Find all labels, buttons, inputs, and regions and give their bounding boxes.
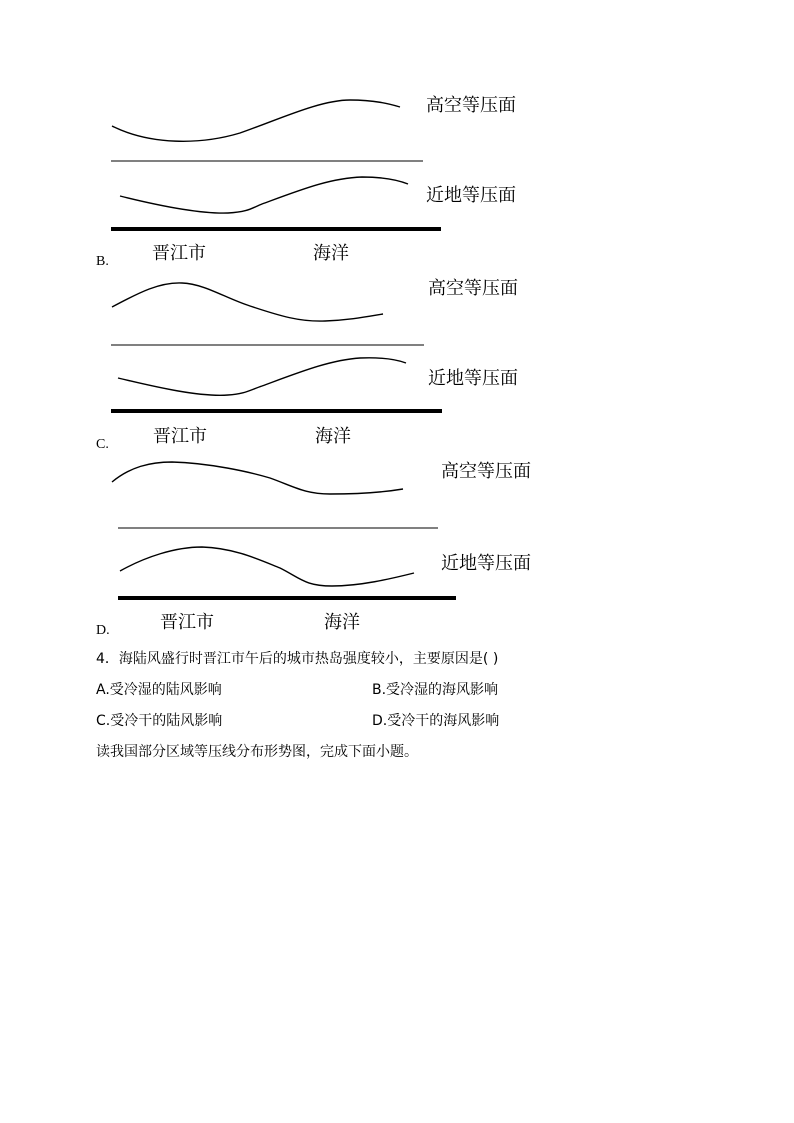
question-4-stem: 4．海陆风盛行时晋江市午后的城市热岛强度较小，主要原因是( )	[96, 651, 499, 667]
diagram-c-ocean-label: 海洋	[324, 612, 360, 633]
diagram-b-upper-isobar	[112, 283, 383, 321]
reading-instruction: 读我国部分区域等压线分布形势图，完成下面小题。	[96, 744, 418, 760]
diagram-a-upper-isobar	[112, 100, 400, 141]
diagram-c	[112, 462, 456, 598]
diagram-b-lower-isobar	[118, 358, 406, 395]
option-b-letter: B.	[96, 254, 109, 269]
diagram-c-upper-isobar	[112, 462, 403, 494]
diagram-b-lower-label: 近地等压面	[428, 368, 518, 389]
diagram-b-upper-label: 高空等压面	[428, 278, 518, 299]
diagram-a-lower-label: 近地等压面	[426, 185, 516, 206]
diagram-b-ocean-label: 海洋	[315, 426, 351, 447]
question-4-option-a: A.受冷湿的陆风影响	[96, 682, 222, 698]
question-4-option-d: D.受冷干的海风影响	[372, 713, 500, 729]
diagram-c-upper-label: 高空等压面	[441, 461, 531, 482]
option-c-letter: C.	[96, 437, 109, 452]
diagram-c-city-label: 晋江市	[160, 612, 214, 633]
diagram-a-city-label: 晋江市	[152, 243, 206, 264]
diagram-b-city-label: 晋江市	[153, 426, 207, 447]
diagram-a-lower-isobar	[120, 177, 408, 213]
diagram-c-lower-isobar	[120, 547, 414, 586]
diagram-a	[111, 100, 441, 229]
diagram-a-ocean-label: 海洋	[313, 243, 349, 264]
option-d-letter: D.	[96, 623, 110, 638]
diagram-a-upper-label: 高空等压面	[426, 95, 516, 116]
question-4-option-c: C.受冷干的陆风影响	[96, 713, 223, 729]
diagram-b	[111, 283, 442, 411]
diagram-c-lower-label: 近地等压面	[441, 553, 531, 574]
question-4-option-b: B.受冷湿的海风影响	[372, 682, 499, 698]
